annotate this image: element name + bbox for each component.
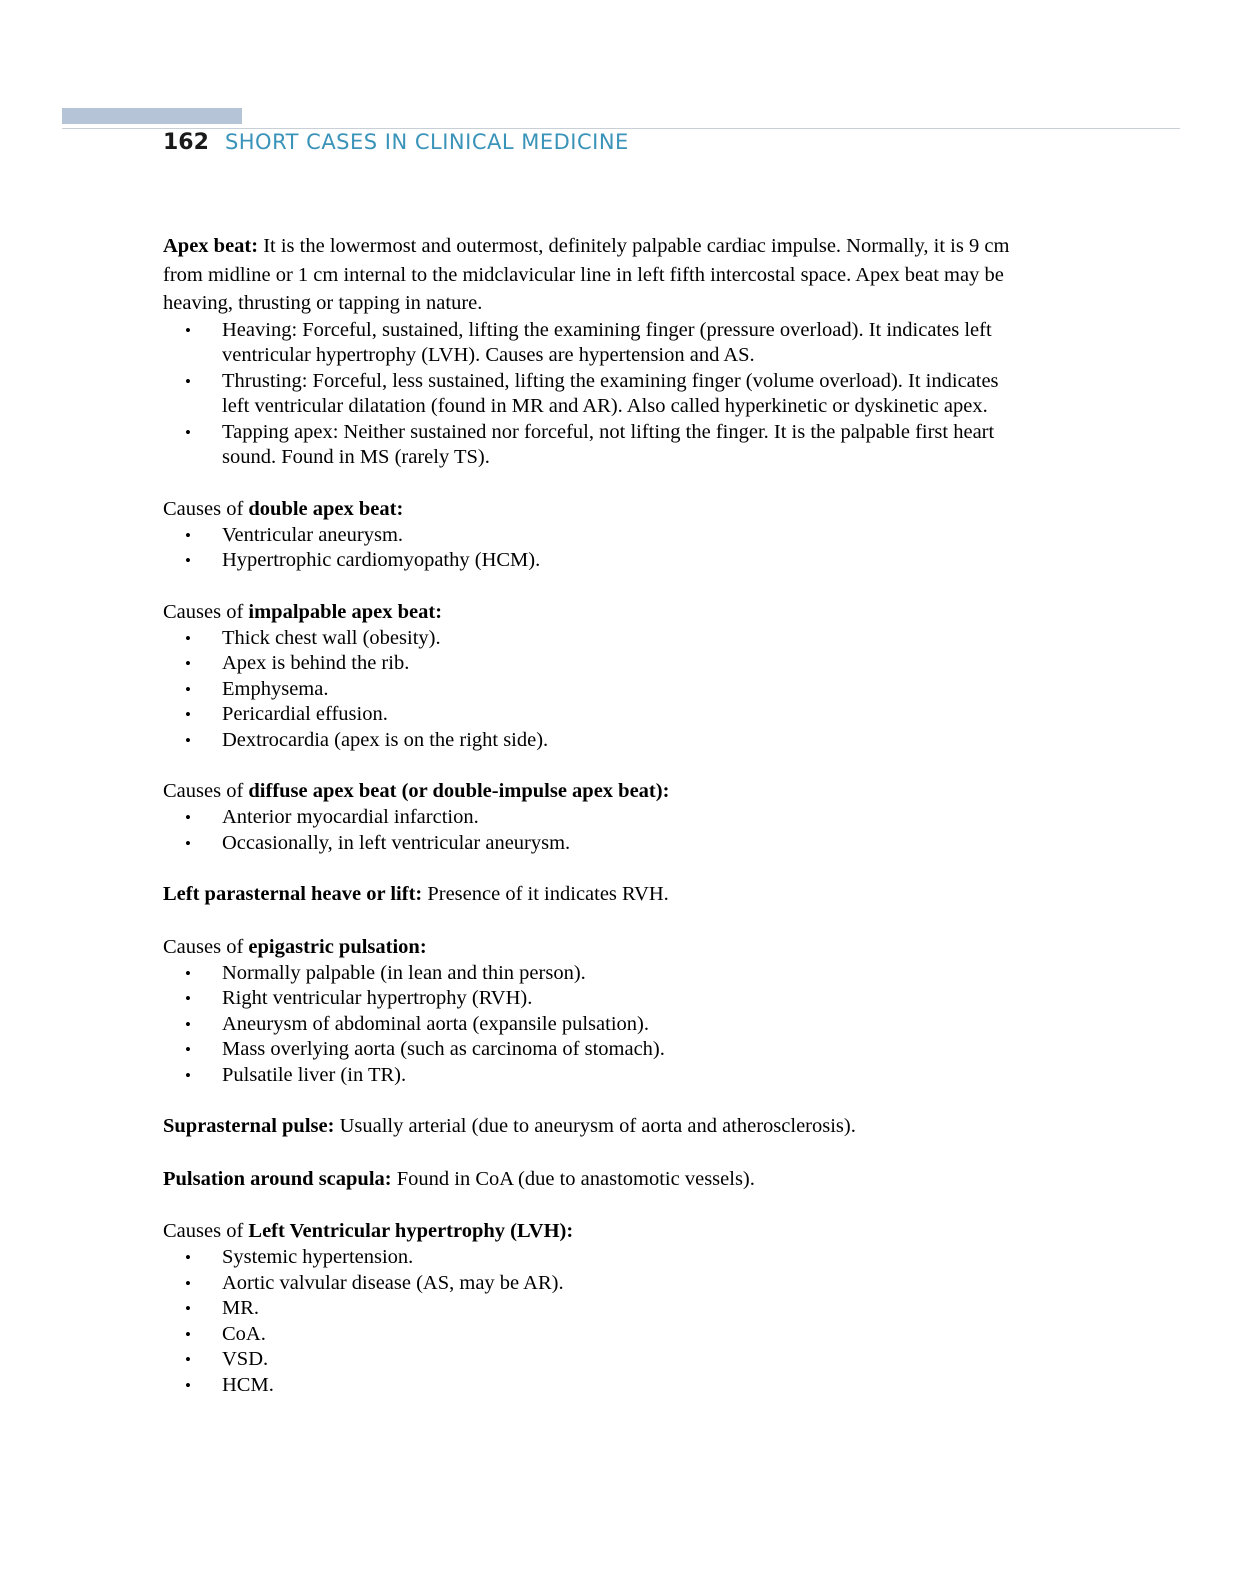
bullet-icon: • [185,1299,191,1318]
bullet-icon: • [185,679,191,699]
bullet-icon: • [185,551,191,570]
list-item-text: CoA. [222,1322,266,1345]
list-item [163,677,1015,703]
page-content [163,232,1015,1398]
bullet-icon: • [185,628,191,648]
epigastric-term: epigastric pulsation: [248,935,427,958]
list-item-text: Pericardial effusion. [222,703,388,725]
bullet-icon: • [185,989,191,1008]
list-item-text: Mass overlying aorta (such as carcinoma of stomach). [222,1038,665,1060]
list-item-text: MR. [222,1297,260,1319]
list-item [163,369,1015,420]
lvh-bullet-list [163,1245,1015,1398]
apex-beat-text: It is the lowermost and outermost, definitely palpable cardiac impulse. Normally, it is 9 cm from midline or 1 cm internal to the midclavicular line in left fifth intercostal space. Apex beat may be heaving, thrusting or tapping in nature. [163,235,1010,314]
list-item-text: Dextrocardia (apex is on the right side). [222,728,549,751]
spacer [163,1141,1015,1165]
spacer [163,574,1015,598]
list-item [163,961,1015,987]
bullet-icon: • [185,833,191,853]
list-item-text: Pulsatile liver (in TR). [222,1063,407,1086]
list-item [163,318,1015,369]
bullet-icon: • [185,1375,191,1395]
apex-beat-paragraph [163,232,1015,318]
list-item [163,986,1015,1012]
list-item-text: Right ventricular hypertrophy (RVH). [222,987,533,1009]
bullet-icon: • [185,730,191,750]
book-title: SHORT CASES IN CLINICAL MEDICINE [224,130,629,154]
page-number: 162 [163,130,209,155]
list-item [163,1037,1015,1063]
list-item [163,1271,1015,1297]
parasternal-paragraph [163,880,1015,909]
list-item-text: Occasionally, in left ventricular aneurysm. [222,831,571,854]
list-item-text: Hypertrophic cardiomyopathy (HCM). [222,549,541,571]
diffuse-apex-heading [163,777,1015,805]
list-item-text: Aneurysm of abdominal aorta (expansile pulsation). [222,1012,649,1035]
list-item-text: Apex is behind the rib. [222,652,410,674]
page-header [0,108,1238,168]
epigastric-heading [163,933,1015,961]
list-item [163,1296,1015,1322]
list-item [163,1012,1015,1038]
bullet-icon: • [185,1065,191,1085]
list-item-text: Anterior myocardial infarction. [222,806,479,828]
bullet-icon: • [185,371,191,391]
list-item [163,1063,1015,1089]
list-item [163,1347,1015,1373]
list-item [163,1373,1015,1399]
scapula-text: Found in CoA (due to anastomotic vessels). [391,1167,755,1190]
header-text [163,130,629,155]
bullet-icon: • [185,1273,191,1293]
header-accent-bar [62,108,242,124]
parasternal-text: Presence of it indicates RVH. [422,883,669,905]
list-item [163,651,1015,677]
list-item-text: Thick chest wall (obesity). [222,626,441,649]
double-apex-bullet-list [163,523,1015,574]
list-item [163,626,1015,652]
spacer [163,1193,1015,1217]
list-item [163,702,1015,728]
list-item-text: Systemic hypertension. [222,1246,414,1268]
spacer [163,856,1015,880]
scapula-paragraph [163,1165,1015,1194]
suprasternal-text: Usually arterial (due to aneurysm of aorta and atherosclerosis). [334,1115,856,1137]
list-item [163,523,1015,549]
list-item [163,420,1015,471]
bullet-icon: • [185,1324,191,1344]
list-item-text: Tapping apex: Neither sustained nor forceful, not lifting the finger. It is the palpable first heart sound. Found in MS (rarely TS). [222,420,995,468]
impalpable-apex-term: impalpable apex beat: [248,600,443,623]
list-item-text: Emphysema. [222,677,329,700]
bullet-icon: • [185,320,191,340]
impalpable-apex-heading [163,598,1015,626]
list-item-text: Thrusting: Forceful, less sustained, lifting the examining finger (volume overload). It indicates left ventricular dilatation (found in MR and AR). Also called hyperkinetic or dyskinetic apex. [222,369,999,417]
diffuse-apex-bullet-list [163,805,1015,856]
double-apex-heading [163,495,1015,523]
bullet-icon: • [185,963,191,983]
bullet-icon: • [185,1014,191,1034]
spacer [163,471,1015,495]
bullet-icon: • [185,1248,191,1267]
list-item [163,1322,1015,1348]
impalpable-apex-lead: Causes of [163,600,249,623]
list-item-text: Aortic valvular disease (AS, may be AR). [222,1271,564,1294]
spacer [163,753,1015,777]
bullet-icon: • [185,1350,191,1369]
list-item [163,805,1015,831]
bullet-icon: • [185,422,191,442]
list-item [163,728,1015,754]
spacer [163,909,1015,933]
double-apex-term: double apex beat: [248,497,404,520]
suprasternal-paragraph [163,1112,1015,1141]
bullet-icon: • [185,654,191,673]
list-item [163,548,1015,574]
impalpable-apex-bullet-list [163,626,1015,754]
lvh-lead: Causes of [163,1220,249,1242]
diffuse-apex-lead: Causes of [163,780,249,802]
header-divider [62,128,1180,129]
bullet-icon: • [185,1040,191,1059]
bullet-icon: • [185,525,191,545]
spacer [163,1088,1015,1112]
list-item [163,831,1015,857]
scapula-term: Pulsation around scapula: [163,1167,392,1190]
lvh-heading [163,1217,1015,1245]
list-item-text: Heaving: Forceful, sustained, lifting the examining finger (pressure overload). It indicates left ventricular hypertrophy (LVH). Causes are hypertension and AS. [222,318,992,366]
bullet-icon: • [185,705,191,724]
diffuse-apex-term: diffuse apex beat (or double-impulse apex beat): [248,780,670,802]
epigastric-lead: Causes of [163,935,249,958]
lvh-term: Left Ventricular hypertrophy (LVH): [248,1220,574,1242]
list-item-text: Ventricular aneurysm. [222,523,404,546]
parasternal-term: Left parasternal heave or lift: [163,883,423,905]
list-item-text: Normally palpable (in lean and thin person). [222,961,586,984]
apex-beat-term: Apex beat: [163,235,259,257]
apex-beat-bullet-list [163,318,1015,471]
bullet-icon: • [185,808,191,827]
list-item-text: VSD. [222,1348,269,1370]
list-item [163,1245,1015,1271]
epigastric-bullet-list [163,961,1015,1089]
list-item-text: HCM. [222,1373,274,1396]
suprasternal-term: Suprasternal pulse: [163,1115,335,1137]
double-apex-lead: Causes of [163,497,249,520]
